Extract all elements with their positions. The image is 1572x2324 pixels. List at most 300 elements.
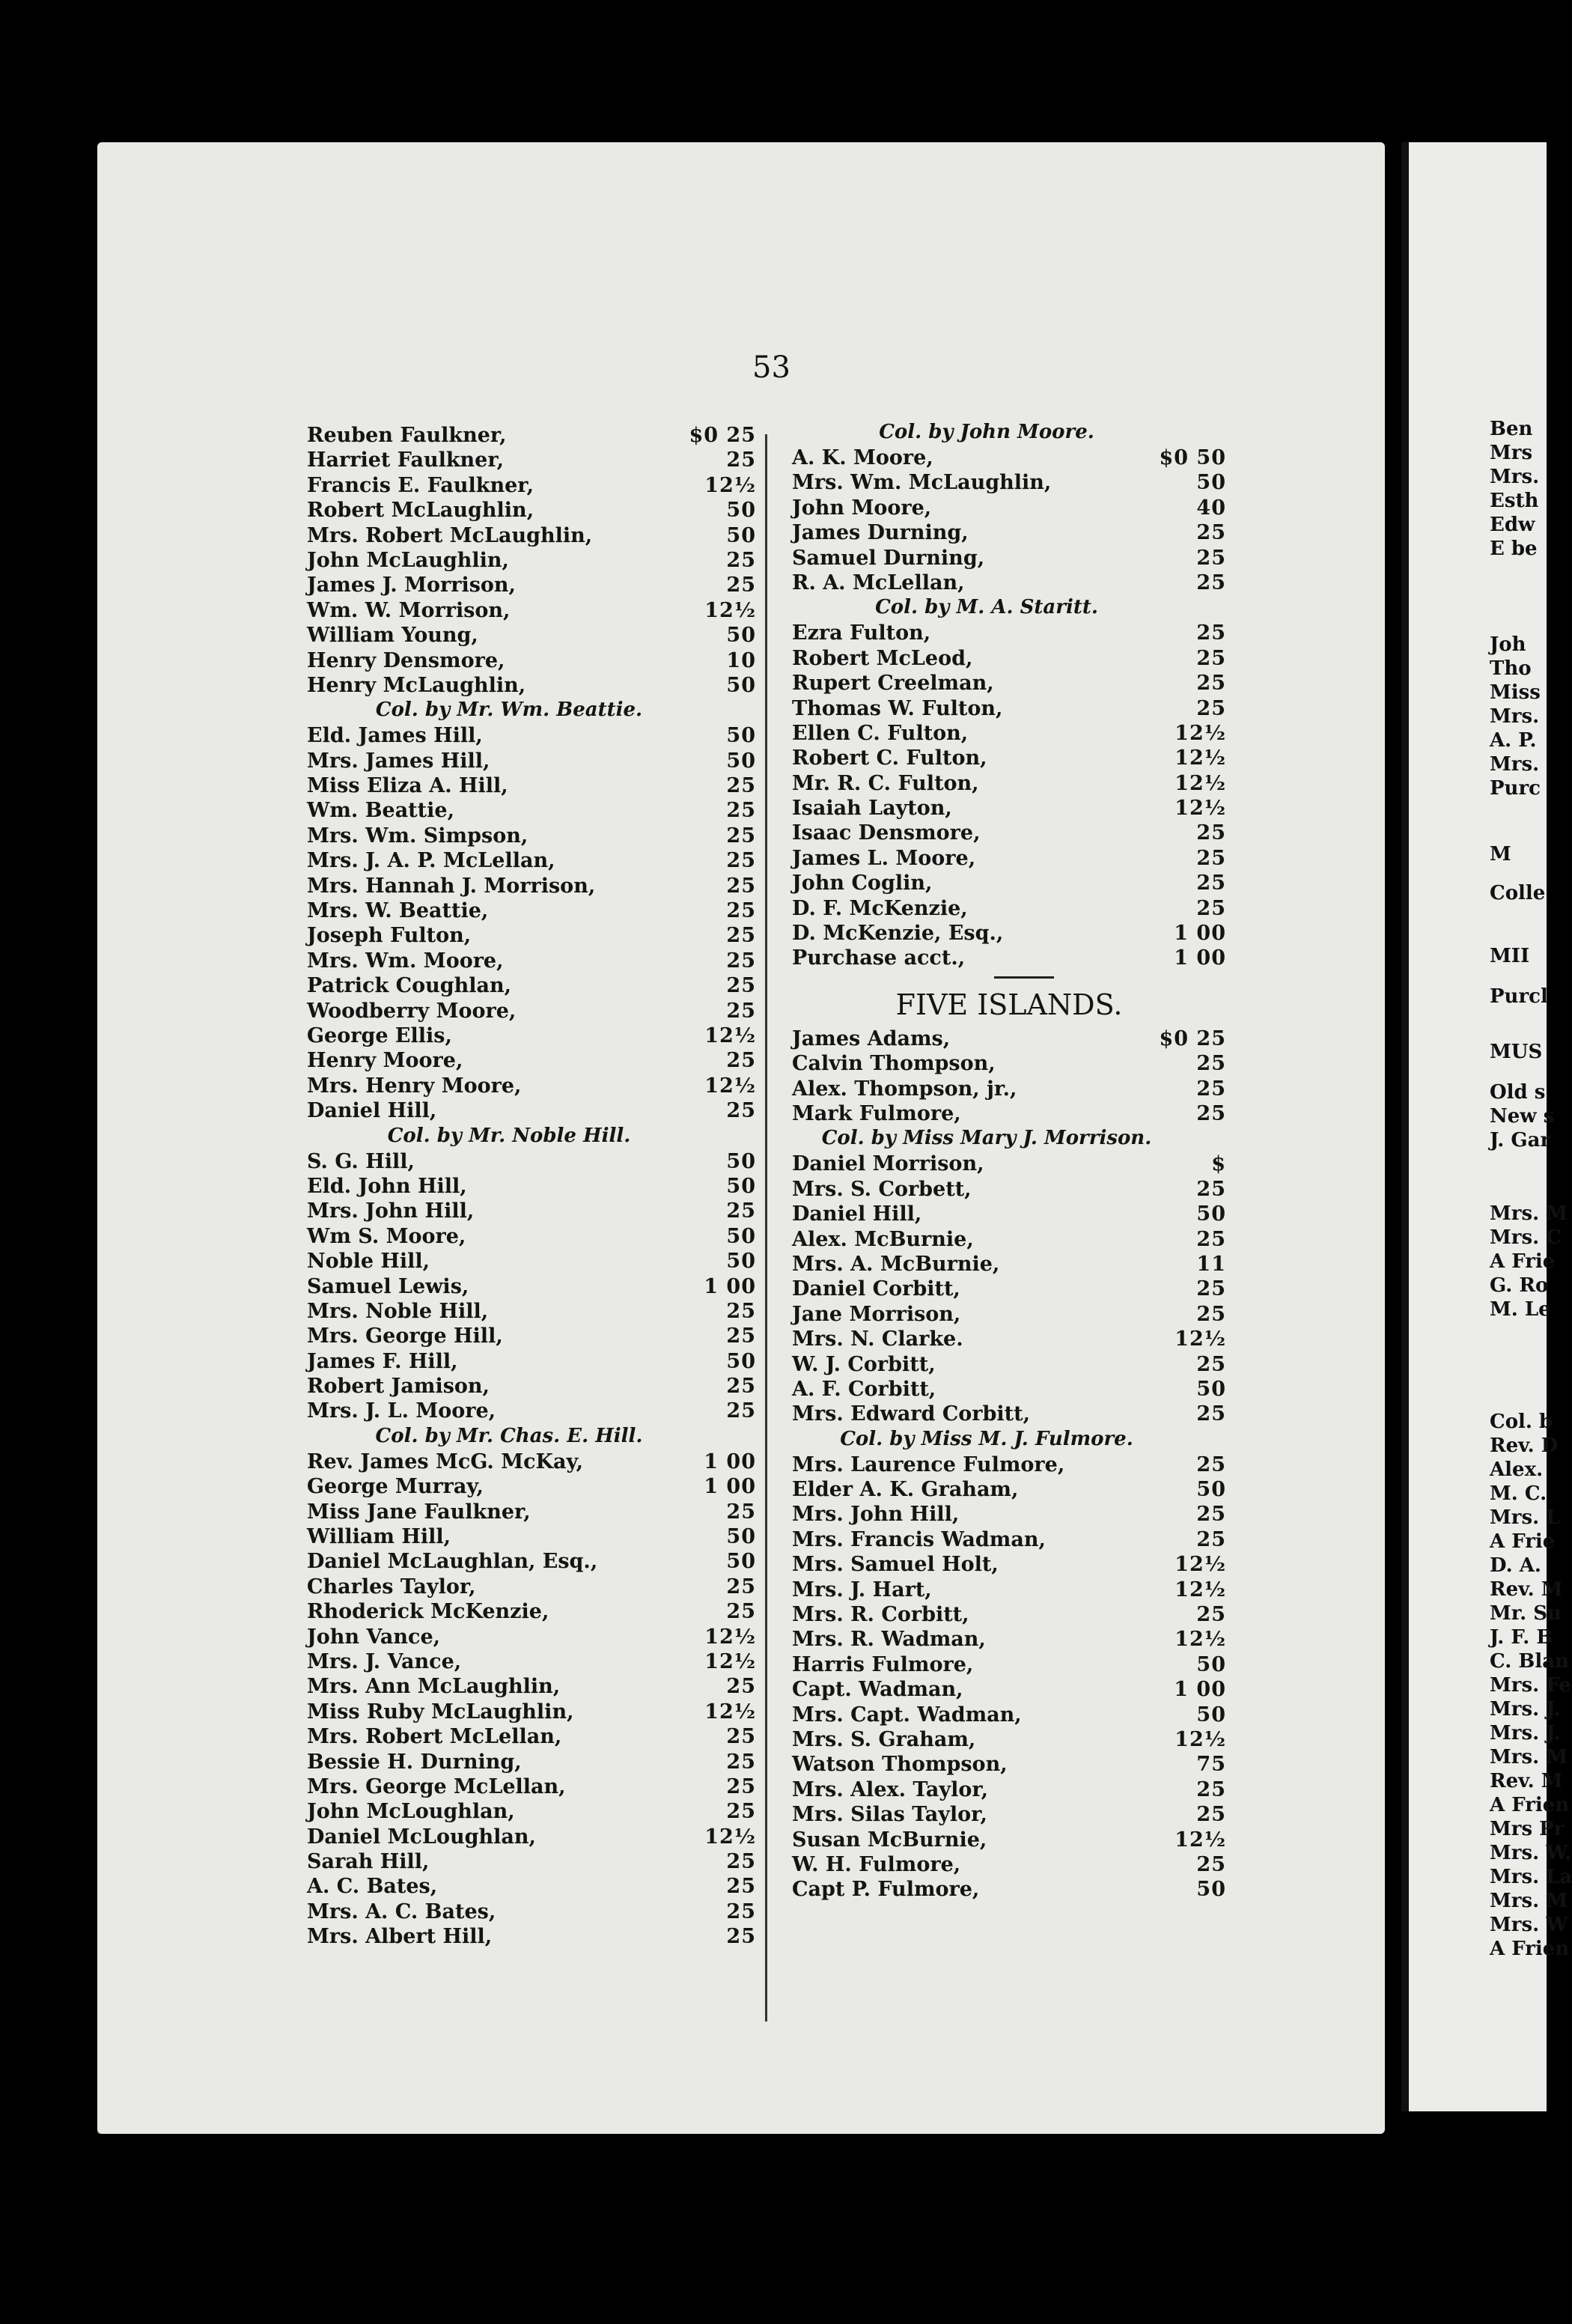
contribution-amount: 25 xyxy=(726,1850,756,1874)
contributor-name: Sarah Hill, xyxy=(307,1850,430,1874)
list-item xyxy=(307,1150,756,1175)
facing-page-text: New s xyxy=(1490,1105,1555,1128)
contribution-amount: 1 00 xyxy=(704,1475,756,1499)
contributor-name: Mrs. Edward Corbitt, xyxy=(792,1402,1031,1426)
list-item xyxy=(307,1475,756,1500)
list-item xyxy=(792,1353,1226,1378)
list-item xyxy=(792,1202,1226,1227)
contribution-amount: 25 xyxy=(726,1049,756,1073)
contribution-amount: 25 xyxy=(1196,896,1226,920)
contributor-name: John McLaughlin, xyxy=(307,548,509,572)
contribution-amount: 25 xyxy=(1196,621,1226,645)
contributor-name: William Young, xyxy=(307,624,478,648)
list-item xyxy=(792,872,1226,896)
list-item xyxy=(792,1828,1226,1853)
contribution-amount: 25 xyxy=(1196,872,1226,895)
list-item xyxy=(307,1700,756,1725)
middle-column xyxy=(792,421,1226,1903)
contribution-amount: 50 xyxy=(1196,1878,1226,1902)
contributor-name: D. F. McKenzie, xyxy=(792,896,968,920)
contribution-amount: 25 xyxy=(1196,1052,1226,1076)
contributor-name: Capt P. Fulmore, xyxy=(792,1878,980,1902)
list-item xyxy=(307,1850,756,1875)
list-item xyxy=(792,1453,1226,1478)
contributor-name: Ellen C. Fulton, xyxy=(792,721,969,745)
collector-heading: Col. by Miss Mary J. Morrison. xyxy=(821,1127,1152,1150)
list-item xyxy=(792,1277,1226,1302)
contribution-amount: 50 xyxy=(1196,1652,1226,1676)
facing-page-text: M. Le xyxy=(1490,1298,1551,1321)
contributor-name: Mr. R. C. Fulton, xyxy=(792,771,979,795)
contribution-amount: 25 xyxy=(726,1875,756,1899)
contribution-amount: 11 xyxy=(1196,1252,1226,1276)
list-item xyxy=(792,672,1226,696)
list-item xyxy=(792,1528,1226,1553)
contributor-name: Mrs. J. Hart, xyxy=(792,1578,932,1601)
contributor-name: Mrs. George McLellan, xyxy=(307,1774,566,1798)
contribution-amount: 25 xyxy=(1196,1101,1226,1125)
left-column xyxy=(307,424,756,1950)
contributor-name: James Durning, xyxy=(792,521,969,545)
list-item xyxy=(792,1402,1226,1427)
facing-page-text: Mrs. M xyxy=(1490,1890,1568,1912)
contributor-name: Joseph Fulton, xyxy=(307,924,472,948)
collector-heading: Col. by John Moore. xyxy=(879,421,1094,443)
list-item xyxy=(307,1900,756,1925)
facing-page-text: Mrs. M xyxy=(1490,1202,1568,1225)
list-item xyxy=(792,1327,1226,1352)
facing-page-text: M. C. xyxy=(1490,1482,1547,1505)
contributor-name: Mrs. W. Beattie, xyxy=(307,899,489,923)
contribution-amount: 1 00 xyxy=(704,1274,756,1298)
contributor-name: Mrs. Ann McLaughlin, xyxy=(307,1675,561,1699)
contributor-name: Alex. Thompson, jr., xyxy=(792,1077,1017,1101)
contributor-name: Francis E. Faulkner, xyxy=(307,473,534,497)
list-item xyxy=(792,1728,1226,1753)
contributor-name: Daniel McLaughlan, Esq., xyxy=(307,1550,598,1574)
list-item xyxy=(307,1399,756,1424)
collector-heading: Col. by M. A. Staritt. xyxy=(875,596,1098,619)
contribution-amount: 1 00 xyxy=(1174,1678,1226,1702)
list-item xyxy=(307,1875,756,1899)
contribution-amount: 25 xyxy=(1196,846,1226,870)
contribution-amount: 12½ xyxy=(1175,797,1226,821)
list-item xyxy=(792,1678,1226,1703)
contribution-amount: 12½ xyxy=(704,1074,756,1098)
contributor-name: Daniel Hill, xyxy=(792,1202,922,1226)
list-item xyxy=(792,446,1226,471)
contribution-amount: 25 xyxy=(726,1750,756,1774)
list-item xyxy=(307,949,756,974)
contributor-name: Mrs. Wm. McLaughlin, xyxy=(792,471,1052,495)
contributor-name: John Moore, xyxy=(792,496,932,520)
contribution-amount: 25 xyxy=(726,448,756,472)
facing-page-text: Ben xyxy=(1490,418,1533,440)
contribution-amount: 12½ xyxy=(1175,1578,1226,1601)
list-item xyxy=(307,799,756,824)
list-item xyxy=(307,1375,756,1399)
contribution-amount: 25 xyxy=(1196,1352,1226,1376)
contribution-amount: 12½ xyxy=(704,1649,756,1673)
contribution-amount: 25 xyxy=(726,974,756,998)
list-item xyxy=(307,1024,756,1049)
contributor-name: Daniel McLoughlan, xyxy=(307,1825,536,1849)
contribution-amount: 25 xyxy=(726,1199,756,1223)
contributor-name: Bessie H. Durning, xyxy=(307,1750,522,1774)
contributor-name: Robert Jamison, xyxy=(307,1375,490,1399)
contribution-amount: 25 xyxy=(1196,1077,1226,1101)
contributor-name: Mrs. John Hill, xyxy=(792,1503,960,1527)
contributor-name: Thomas W. Fulton, xyxy=(792,696,1003,720)
list-item xyxy=(792,1027,1226,1052)
contribution-amount: 25 xyxy=(1196,1452,1226,1476)
contributor-name: Mrs. George Hill, xyxy=(307,1324,503,1348)
list-item xyxy=(307,749,756,774)
contribution-amount: 25 xyxy=(726,999,756,1023)
contributor-name: Mrs. Albert Hill, xyxy=(307,1925,493,1949)
contribution-amount: 25 xyxy=(1196,1503,1226,1527)
contribution-amount: 25 xyxy=(1196,1852,1226,1876)
facing-page-text: Esth xyxy=(1490,490,1539,512)
contribution-amount: 25 xyxy=(726,1099,756,1123)
contribution-amount: $0 50 xyxy=(1159,446,1226,469)
contribution-amount: 25 xyxy=(726,924,756,948)
contributor-name: Mrs. N. Clarke. xyxy=(792,1327,963,1351)
facing-page-text: Col. b xyxy=(1490,1411,1553,1433)
list-item xyxy=(792,547,1226,571)
contribution-amount: 50 xyxy=(726,749,756,773)
list-item xyxy=(792,922,1226,946)
contributor-name: Capt. Wadman, xyxy=(792,1678,963,1702)
list-item xyxy=(792,1628,1226,1652)
contribution-amount: 50 xyxy=(726,1525,756,1549)
contributor-name: Alex. McBurnie, xyxy=(792,1227,974,1251)
contributor-name: Mrs. R. Wadman, xyxy=(792,1628,986,1652)
contribution-amount: 25 xyxy=(726,1500,756,1524)
contributor-name: Mrs. S. Corbett, xyxy=(792,1177,972,1201)
list-item xyxy=(307,624,756,648)
facing-page-text: Purcl xyxy=(1490,985,1548,1008)
list-item xyxy=(307,1199,756,1224)
list-item xyxy=(307,1825,756,1850)
contribution-amount: 12½ xyxy=(704,1023,756,1047)
contributor-name: James J. Morrison, xyxy=(307,574,516,597)
list-item xyxy=(792,946,1226,971)
contribution-amount: 25 xyxy=(726,799,756,823)
list-item xyxy=(792,1878,1226,1902)
contributor-name: A. F. Corbitt, xyxy=(792,1377,936,1401)
list-item xyxy=(307,1625,756,1650)
list-item xyxy=(792,1553,1226,1578)
contributor-name: Mrs. James Hill, xyxy=(307,749,490,773)
contribution-amount: 25 xyxy=(726,1324,756,1348)
contribution-amount: 50 xyxy=(726,724,756,748)
contribution-amount: 25 xyxy=(1196,1302,1226,1326)
list-item xyxy=(792,1178,1226,1202)
list-item xyxy=(792,697,1226,722)
contributor-name: Rhoderick McKenzie, xyxy=(307,1600,549,1624)
list-item xyxy=(307,974,756,999)
contributor-name: Henry McLaughlin, xyxy=(307,673,526,697)
contributor-name: Eld. John Hill, xyxy=(307,1174,467,1198)
list-item xyxy=(792,821,1226,846)
contribution-amount: 25 xyxy=(1196,1803,1226,1827)
contributor-name: Mrs. S. Graham, xyxy=(792,1727,976,1751)
collector-heading: Col. by Mr. Chas. E. Hill. xyxy=(375,1424,643,1447)
contributor-name: Mrs. Hannah J. Morrison, xyxy=(307,874,596,898)
contributor-name: Jane Morrison, xyxy=(792,1302,961,1326)
contributor-name: A. C. Bates, xyxy=(307,1875,438,1899)
list-item xyxy=(792,647,1226,672)
contribution-amount: 50 xyxy=(726,499,756,523)
page-number: 53 xyxy=(752,350,790,385)
contribution-amount: 25 xyxy=(726,1774,756,1798)
contributor-name: Ezra Fulton, xyxy=(792,621,931,645)
list-item xyxy=(307,1250,756,1274)
list-item xyxy=(307,1049,756,1074)
contributor-name: Robert McLaughlin, xyxy=(307,499,534,523)
list-item xyxy=(307,448,756,473)
contributor-name: Patrick Coughlan, xyxy=(307,974,511,998)
facing-page-text: Mrs Pr xyxy=(1490,1818,1565,1840)
contribution-amount: 50 xyxy=(726,1349,756,1373)
facing-page-text: J. F. B xyxy=(1490,1626,1553,1649)
list-item xyxy=(792,1052,1226,1077)
contribution-amount: 12½ xyxy=(704,1700,756,1724)
list-item xyxy=(792,1578,1226,1603)
list-item xyxy=(307,824,756,849)
contribution-amount: 12½ xyxy=(1175,1828,1226,1852)
facing-page-text: Mrs. xyxy=(1490,466,1540,488)
contributor-name: Mrs. Henry Moore, xyxy=(307,1074,522,1098)
contributor-name: Elder A. K. Graham, xyxy=(792,1478,1019,1502)
list-item xyxy=(792,1703,1226,1728)
contribution-amount: 12½ xyxy=(704,598,756,622)
contribution-amount: 1 00 xyxy=(1174,946,1226,970)
list-item xyxy=(307,1350,756,1375)
contribution-amount: 25 xyxy=(1196,1777,1226,1801)
contribution-amount: 25 xyxy=(1196,1227,1226,1251)
list-item xyxy=(792,1778,1226,1803)
contributor-name: James F. Hill, xyxy=(307,1349,458,1373)
list-item xyxy=(307,1800,756,1825)
contributor-name: Mrs. Laurence Fulmore, xyxy=(792,1452,1065,1476)
list-item xyxy=(307,1525,756,1550)
facing-page-text: Mrs. J. xyxy=(1490,1722,1561,1744)
facing-page-text: Miss xyxy=(1490,681,1541,704)
list-item xyxy=(792,897,1226,922)
contributor-name: Woodberry Moore, xyxy=(307,999,517,1023)
contributor-name: Noble Hill, xyxy=(307,1250,430,1274)
contribution-amount: 25 xyxy=(1196,821,1226,845)
facing-page-text: M xyxy=(1490,843,1511,866)
contribution-amount: 25 xyxy=(1196,1177,1226,1201)
facing-page-text: Mrs. W xyxy=(1490,1914,1568,1936)
contribution-amount: $0 25 xyxy=(689,424,756,447)
list-item xyxy=(792,722,1226,746)
list-item xyxy=(307,1175,756,1199)
contributor-name: Purchase acct., xyxy=(792,946,966,970)
contribution-amount: 12½ xyxy=(704,1625,756,1649)
contributor-name: John Vance, xyxy=(307,1625,441,1649)
contribution-amount: 25 xyxy=(726,1375,756,1399)
contributor-name: William Hill, xyxy=(307,1525,451,1549)
list-item xyxy=(307,474,756,499)
facing-page-text: Mrs. C xyxy=(1490,1226,1562,1249)
contribution-amount: 25 xyxy=(726,1925,756,1949)
contribution-amount: 25 xyxy=(1196,1603,1226,1627)
list-item xyxy=(792,1503,1226,1527)
contribution-amount: 50 xyxy=(1196,1703,1226,1727)
contributor-name: John McLoughlan, xyxy=(307,1800,515,1824)
facing-page-text: Mrs. La xyxy=(1490,1866,1572,1888)
contributor-name: Daniel Corbitt, xyxy=(792,1277,960,1301)
contribution-amount: 25 xyxy=(1196,672,1226,696)
facing-page-text: Mrs xyxy=(1490,442,1533,464)
contribution-amount: 12½ xyxy=(1175,1553,1226,1577)
contributor-name: Rupert Creelman, xyxy=(792,672,994,696)
contribution-amount: 25 xyxy=(1196,546,1226,570)
contributor-name: Samuel Durning, xyxy=(792,546,985,570)
contributor-name: James L. Moore, xyxy=(792,846,976,870)
contribution-amount: 25 xyxy=(726,1299,756,1323)
contributor-name: Miss Eliza A. Hill, xyxy=(307,774,508,798)
list-item xyxy=(307,649,756,674)
contributor-name: Harriet Faulkner, xyxy=(307,448,505,472)
contribution-amount: 50 xyxy=(1196,1377,1226,1401)
contribution-amount: 25 xyxy=(1196,1527,1226,1551)
collector-heading: Col. by Mr. Noble Hill. xyxy=(387,1124,631,1147)
contribution-amount: 25 xyxy=(726,1575,756,1598)
list-item xyxy=(792,1303,1226,1327)
list-item xyxy=(307,424,756,448)
contribution-amount: 50 xyxy=(726,1550,756,1574)
list-item xyxy=(307,874,756,899)
contributor-name: Mark Fulmore, xyxy=(792,1101,961,1125)
facing-page-text: MUS xyxy=(1490,1041,1543,1063)
contributor-name: Charles Taylor, xyxy=(307,1575,476,1598)
contributor-name: Mrs. Capt. Wadman, xyxy=(792,1703,1022,1727)
list-item xyxy=(307,549,756,574)
contributor-name: Isaac Densmore, xyxy=(792,821,981,845)
facing-page-text: Mrs. L xyxy=(1490,1506,1560,1529)
contribution-amount: 12½ xyxy=(1175,1628,1226,1652)
facing-page-text: Alex. xyxy=(1490,1458,1544,1481)
contribution-amount: 25 xyxy=(726,774,756,798)
facing-page-text: MII xyxy=(1490,945,1530,967)
contribution-amount: 10 xyxy=(726,648,756,672)
list-item xyxy=(792,571,1226,596)
facing-page-text: Mrs. Fe xyxy=(1490,1674,1571,1697)
collector-heading: Col. by Mr. Wm. Beattie. xyxy=(375,699,643,722)
contribution-amount: 50 xyxy=(726,1174,756,1198)
facing-page-text: Mrs. xyxy=(1490,705,1540,728)
facing-page-text: D. A. xyxy=(1490,1554,1541,1577)
contribution-amount: 25 xyxy=(726,824,756,848)
contributor-name: Mrs. Robert McLellan, xyxy=(307,1725,562,1749)
contributor-name: Mrs. Wm. Simpson, xyxy=(307,824,528,848)
contributor-name: Eld. James Hill, xyxy=(307,724,483,748)
list-item xyxy=(307,1600,756,1625)
contribution-amount: 25 xyxy=(1196,571,1226,594)
contribution-amount: 25 xyxy=(726,548,756,572)
list-item xyxy=(792,1378,1226,1402)
list-item xyxy=(792,496,1226,521)
contributor-name: W. J. Corbitt, xyxy=(792,1352,936,1376)
contribution-amount: 12½ xyxy=(1175,746,1226,770)
contribution-amount: 25 xyxy=(726,874,756,898)
list-item xyxy=(307,774,756,799)
contribution-amount: 12½ xyxy=(704,473,756,497)
contribution-amount: 50 xyxy=(726,1224,756,1248)
list-item xyxy=(792,1753,1226,1777)
contributor-name: Henry Densmore, xyxy=(307,648,505,672)
list-item xyxy=(307,599,756,624)
facing-page-text: Purc xyxy=(1490,777,1541,800)
contribution-amount: 50 xyxy=(726,624,756,648)
list-item xyxy=(307,1074,756,1099)
list-item xyxy=(307,924,756,949)
list-item xyxy=(307,849,756,874)
contribution-amount: 12½ xyxy=(1175,721,1226,745)
contribution-amount: 40 xyxy=(1196,496,1226,520)
facing-page-text: Mrs. M xyxy=(1490,1746,1568,1768)
contributor-name: Robert McLeod, xyxy=(792,646,973,670)
list-item xyxy=(307,574,756,598)
facing-page-text: Colle xyxy=(1490,882,1546,904)
contribution-amount: 25 xyxy=(1196,1277,1226,1301)
list-item xyxy=(307,674,756,699)
contributor-name: Watson Thompson, xyxy=(792,1753,1008,1777)
list-item xyxy=(792,1228,1226,1253)
contributor-name: Calvin Thompson, xyxy=(792,1052,996,1076)
list-item xyxy=(307,1675,756,1700)
contributor-name: John Coglin, xyxy=(792,872,933,895)
contribution-amount: 12½ xyxy=(1175,1327,1226,1351)
contribution-amount: 25 xyxy=(726,949,756,973)
facing-page-text: Mrs. xyxy=(1490,753,1540,776)
list-item xyxy=(792,1102,1226,1127)
contribution-amount: 25 xyxy=(726,1600,756,1624)
column-divider xyxy=(765,434,767,2022)
contribution-amount: 50 xyxy=(726,673,756,697)
contribution-amount: 12½ xyxy=(1175,1727,1226,1751)
list-item xyxy=(792,1253,1226,1277)
section-rule xyxy=(792,972,1226,982)
contributor-name: Rev. James McG. McKay, xyxy=(307,1450,584,1473)
facing-page-text: Old s xyxy=(1490,1081,1546,1104)
facing-page-text: Tho xyxy=(1490,657,1532,680)
contribution-amount: $0 25 xyxy=(1159,1026,1226,1050)
contributor-name: Mrs. Francis Wadman, xyxy=(792,1527,1046,1551)
list-item xyxy=(307,1324,756,1349)
contributor-name: Miss Ruby McLaughlin, xyxy=(307,1700,574,1724)
list-item xyxy=(307,1300,756,1324)
facing-page-text: A. P. xyxy=(1490,729,1537,752)
list-item xyxy=(307,1725,756,1750)
facing-page-text: G. Ro xyxy=(1490,1274,1549,1297)
contribution-amount: 25 xyxy=(1196,646,1226,670)
contributor-name: Mrs. J. L. Moore, xyxy=(307,1399,496,1423)
facing-page-text: Mrs. W. xyxy=(1490,1842,1572,1864)
contributor-name: Mrs. Alex. Taylor, xyxy=(792,1777,989,1801)
contributor-name: Henry Moore, xyxy=(307,1049,463,1073)
contribution-amount: 75 xyxy=(1196,1753,1226,1777)
list-item xyxy=(792,1853,1226,1878)
list-item xyxy=(307,899,756,924)
contribution-amount: 25 xyxy=(726,1399,756,1423)
facing-page-text: Mrs. J. xyxy=(1490,1698,1561,1721)
